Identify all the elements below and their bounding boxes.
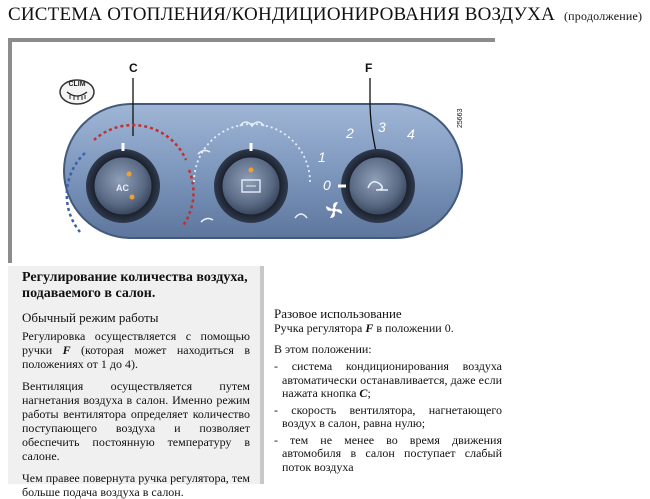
left-heading: Регулирование количества воздуха, подаваемого в салон. (22, 270, 248, 301)
control-panel-figure (12, 42, 495, 263)
right-intro: В этом положении: (274, 342, 372, 356)
label-c: C (129, 61, 138, 75)
left-column (8, 266, 264, 499)
ac-label: AC (116, 183, 129, 193)
list-item: - скорость вентилятора, нагнетающего воздух в салон, равна нулю; (274, 402, 502, 430)
clim-badge (60, 80, 94, 104)
clim-badge-text: CLIM (68, 81, 86, 88)
right-heading: Разовое использование (274, 306, 402, 321)
right-line: Ручка регулятора F в положении 0. (274, 321, 454, 335)
left-para-2: Вентиляция осуществляется путем нагнетания воздуха в салон. Именно режим работы вентилятора определяет количество поступающего воздуха и позволяет обеспечить постоянную температуру в салоне. (22, 379, 250, 463)
fan-speed-4: 4 (407, 126, 415, 142)
list-item: - тем не менее во время движения автомобиля в салон поступает слабый поток воздуха (274, 432, 502, 474)
list-item: - система кондиционирования воздуха автоматически останавливается, даже если нажата кнопка C; (274, 359, 502, 400)
page-title (8, 4, 642, 26)
fan-speed-2: 2 (346, 125, 354, 141)
page-subtitle: (продолжение) (563, 9, 643, 23)
left-para-3: Чем правее повернута ручка регулятора, тем больше подача воздуха в салон. (22, 471, 250, 499)
left-subheading: Обычный режим работы (22, 310, 159, 325)
fan-speed-0: 0 (323, 177, 331, 193)
label-f: F (365, 61, 373, 75)
figure-code: 25663 (457, 108, 464, 128)
right-list (274, 360, 502, 474)
fan-speed-3: 3 (378, 119, 386, 135)
figure-frame (8, 38, 495, 263)
left-para-1: Регулировка осуществляется с помощью ручки F (которая может находиться в положениях от 1 до 4). (22, 329, 250, 371)
fan-speed-1: 1 (318, 149, 326, 165)
page-title-text: СИСТЕМА ОТОПЛЕНИЯ/КОНДИЦИОНИРОВАНИЯ ВОЗДУХА (8, 4, 556, 25)
right-column (270, 306, 502, 474)
